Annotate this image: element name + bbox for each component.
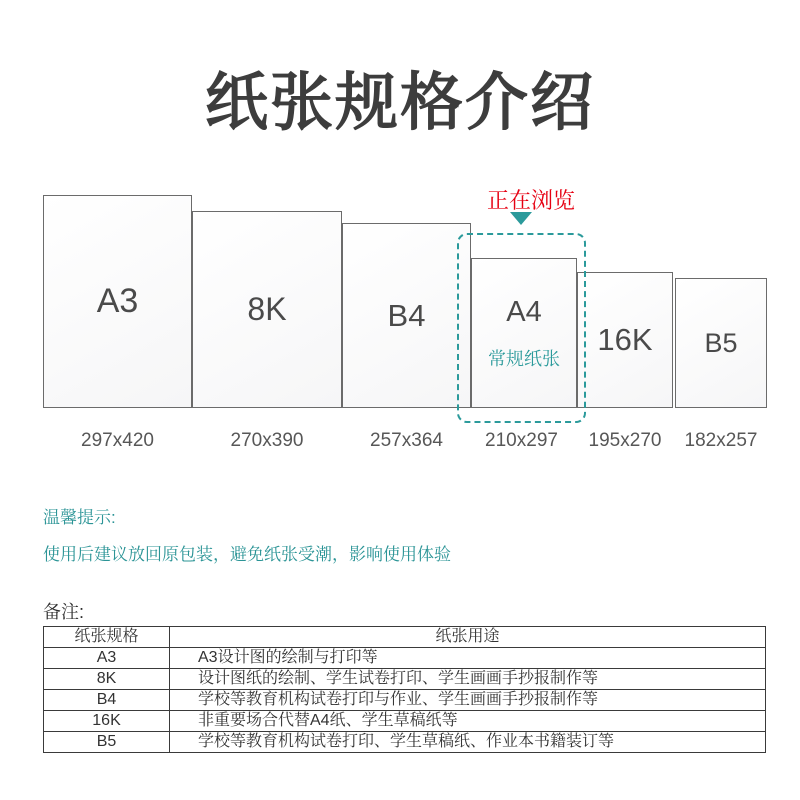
tips-heading: 温馨提示: (43, 508, 116, 527)
paper-dim-a4: 210x297 (485, 430, 558, 451)
paper-label-b4: B4 (387, 297, 426, 333)
table-row (44, 690, 766, 711)
browsing-label: 正在浏览 (486, 188, 575, 213)
paper-label-b5: B5 (704, 327, 738, 358)
paper-note-a4: 常规纸张 (488, 348, 560, 369)
tips-body: 使用后建议放回原包装，避免纸张受潮，影响使用体验 (43, 545, 451, 564)
table-cell-use: A3设计图的绘制与打印等 (170, 648, 766, 669)
paper-box-8k (192, 211, 342, 408)
page-title: 纸张规格介绍 (205, 68, 595, 138)
table-cell-spec: B5 (44, 732, 170, 753)
paper-box-b4 (342, 223, 471, 408)
a4-highlight-dashed-box (457, 233, 586, 423)
paper-dim-16k: 195x270 (588, 430, 662, 451)
table-row (44, 669, 766, 690)
table-header-row (44, 627, 766, 648)
paper-label-8k: 8K (247, 291, 287, 327)
paper-label-a3: A3 (96, 282, 139, 320)
table-cell-spec: 16K (44, 711, 170, 732)
paper-box-b5 (675, 278, 767, 408)
table-cell-use: 学校等教育机构试卷打印与作业、学生画画手抄报制作等 (170, 690, 766, 711)
pointer-down-triangle-icon (510, 212, 532, 225)
paper-dim-8k: 270x390 (230, 430, 304, 451)
paper-label-16k: 16K (597, 322, 653, 357)
table-header-spec: 纸张规格 (44, 627, 170, 648)
table-cell-use: 学校等教育机构试卷打印、学生草稿纸、作业本书籍装订等 (170, 732, 766, 753)
table-cell-spec: 8K (44, 669, 170, 690)
paper-dim-b4: 257x364 (370, 430, 443, 451)
table-row (44, 732, 766, 753)
table-cell-use: 非重要场合代替A4纸、学生草稿纸等 (170, 711, 766, 732)
table-cell-spec: A3 (44, 648, 170, 669)
table-cell-use: 设计图纸的绘制、学生试卷打印、学生画画手抄报制作等 (170, 669, 766, 690)
table-row (44, 711, 766, 732)
paper-usage-table (43, 626, 766, 753)
table-cell-spec: B4 (44, 690, 170, 711)
table-header-use: 纸张用途 (170, 627, 766, 648)
paper-dim-b5: 182x257 (684, 430, 758, 451)
remarks-label: 备注: (43, 602, 85, 622)
paper-box-16k (577, 272, 673, 408)
table-row (44, 648, 766, 669)
paper-box-a3 (43, 195, 192, 408)
paper-dim-a3: 297x420 (81, 430, 154, 451)
paper-label-a4: A4 (506, 295, 542, 328)
